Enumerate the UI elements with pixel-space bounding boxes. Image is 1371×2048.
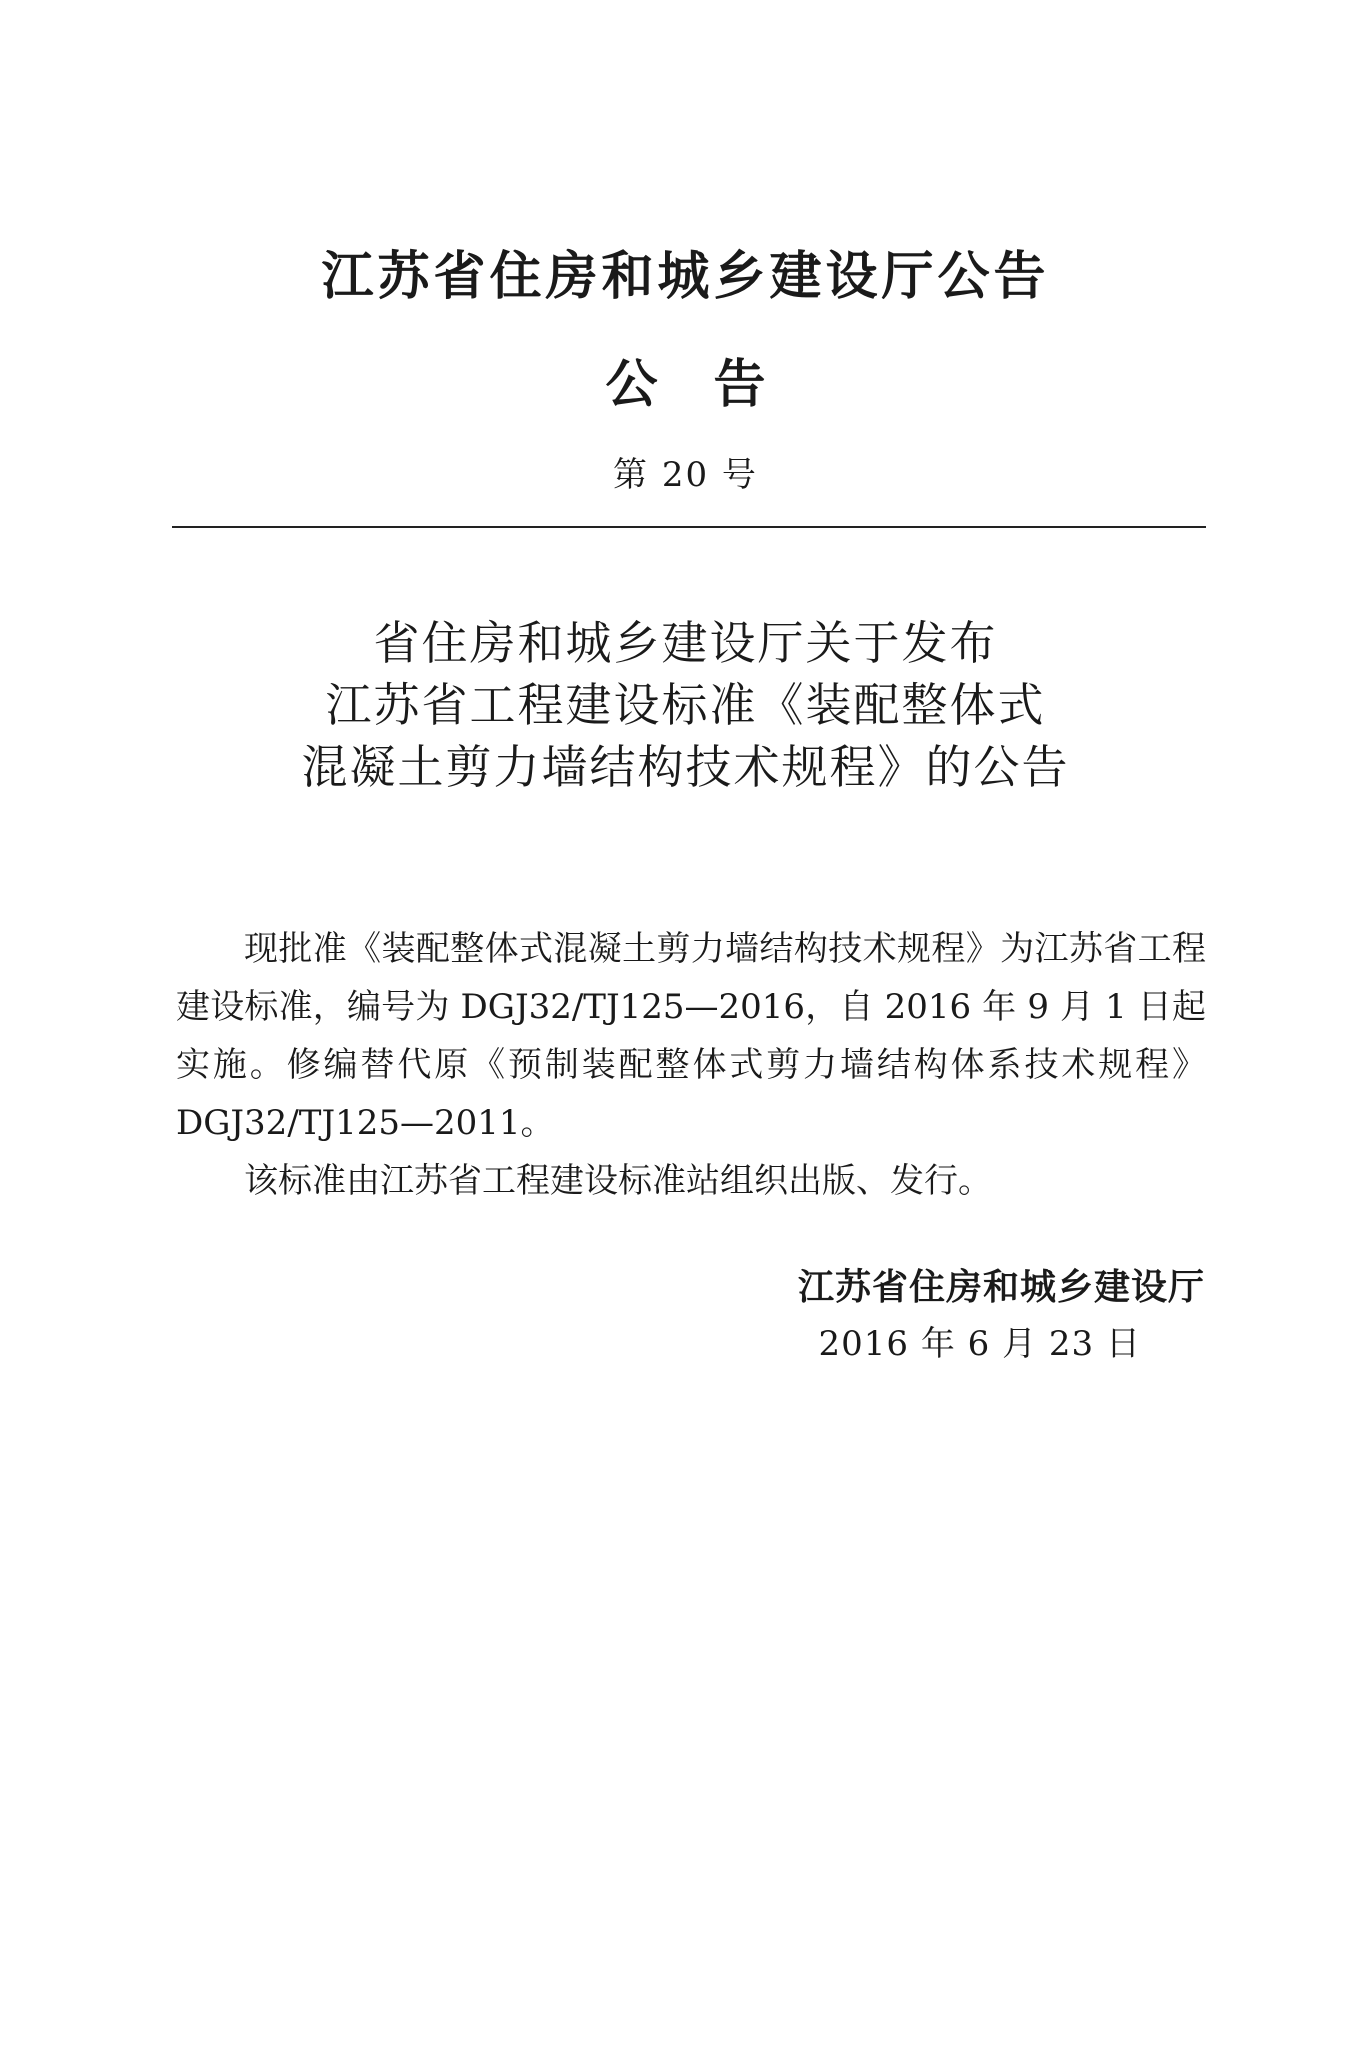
issuer-heading: 江苏省住房和城乡建设厅公告 xyxy=(321,247,1050,307)
body-paragraph: 现批准《装配整体式混凝土剪力墙结构技术规程》为江苏省工程建设标准，编号为 DGJ32/TJ125—2016，自 2016 年 9 月 1 日起实施。修编替代原《预制装配整体式剪力墙结构体系技术规程》DGJ32/TJ125—2011。 xyxy=(176,929,1206,1143)
notice-label: 公告 xyxy=(605,355,822,415)
signature-block xyxy=(798,1260,1205,1372)
title-line: 江苏省工程建设标准《装配整体式 xyxy=(325,678,1046,732)
header-divider xyxy=(172,526,1206,528)
notice-body xyxy=(176,920,1206,1210)
notice-title xyxy=(0,612,1371,798)
title-line: 混凝土剪力墙结构技术规程》的公告 xyxy=(301,740,1070,794)
notice-number: 第 20 号 xyxy=(613,455,758,495)
signature-date: 2016 年 6 月 23 日 xyxy=(818,1324,1141,1364)
body-paragraph: 该标准由江苏省工程建设标准站组织出版、发行。 xyxy=(244,1161,992,1201)
signature-organization: 江苏省住房和城乡建设厅 xyxy=(797,1267,1205,1308)
title-line: 省住房和城乡建设厅关于发布 xyxy=(373,616,998,670)
